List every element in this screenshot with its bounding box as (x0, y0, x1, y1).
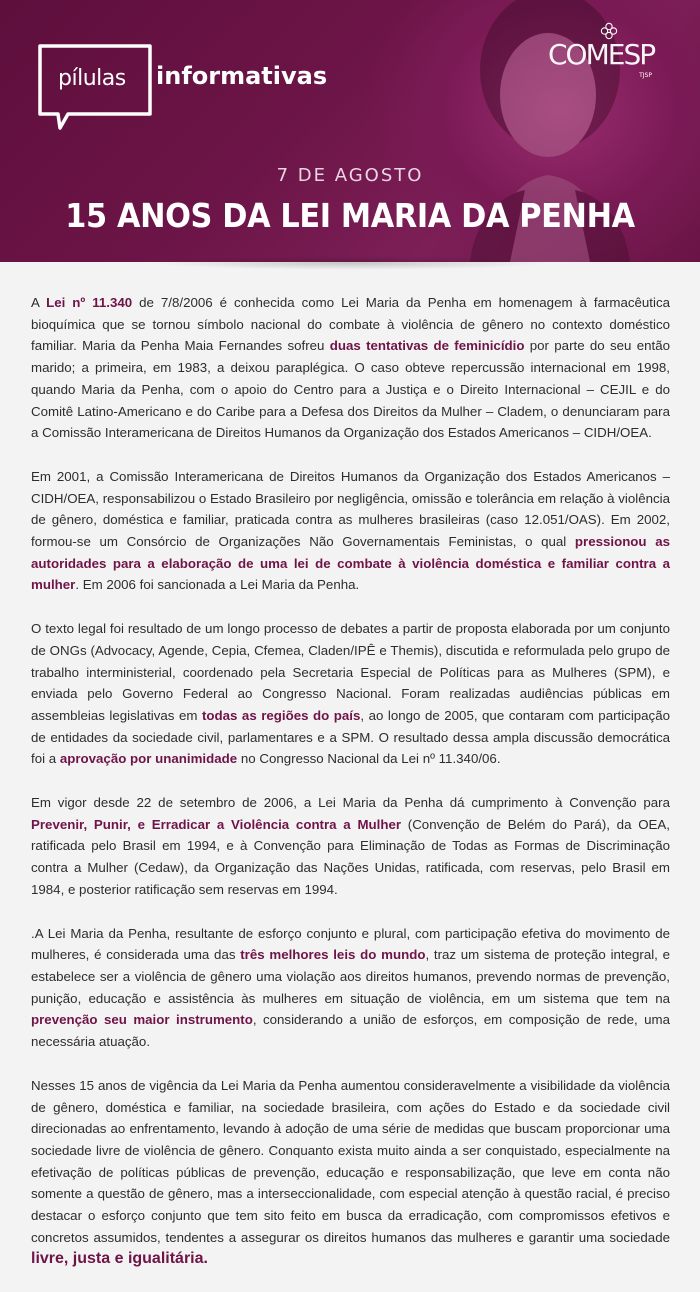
paragraph (31, 923, 670, 1053)
date-subtitle: 7 DE AGOSTO (276, 165, 424, 186)
highlight-text: Lei nº 11.340 (46, 295, 133, 310)
highlight-text: três melhores leis do mundo (240, 947, 426, 963)
logo-pilulas-text: pílulas (58, 66, 126, 91)
paragraph (31, 1075, 670, 1270)
paragraph (31, 618, 670, 770)
paragraph-text: .A Lei Maria da Penha, resultante de esforço conjunto e plural, com participação efetiva do movimento de mulheres, é considerada uma das (31, 925, 670, 963)
paragraph-text: Em vigor desde 22 de setembro de 2006, a Lei Maria da Penha dá cumprimento à Convenção para (31, 795, 670, 811)
paragraph-text: de 7/8/2006 é conhecida como Lei Maria da Penha em homenagem à farmacêutica bioquímica que se tornou símbolo nacional do combate à violência de gênero no contexto doméstico familiar. Maria da Penha Maia Fernandes sofreu (31, 295, 670, 354)
paragraph-text: , considerando a união de esforços, em composição de rede, uma necessária atuação. (31, 1012, 670, 1050)
paragraph-text: O texto legal foi resultado de um longo processo de debates a partir de proposta elaborada por um conjunto de ONGs (Advocacy, Agende, Cepia, Cfemea, Claden/IPÊ e Themis), discutida e reformulada pelo grupo de trabalho interministerial, coordenado pela Secretaria Especial de Políticas para as Mulheres (SPM), e enviada pelo Governo Federal ao Congresso Nacional. Foram realizadas audiências públicas em assembleias legislativas em (31, 621, 670, 723)
page-title: 15 ANOS DA LEI MARIA DA PENHA (65, 196, 635, 235)
paragraph-text: Em 2001, a Comissão Interamericana de Direitos Humanos da Organização dos Estados Americanos – CIDH/OEA, responsabilizou o Estado Brasileiro por negligência, omissão e tolerância em relação à violência de gênero, doméstica e familiar, praticada contra as mulheres brasileiras (caso 12.051/OAS). Em 2002, formou-se um Consórcio de Organizações Não Governamentais Feministas, o qual (31, 468, 670, 550)
logo-informativas-text: informativas (156, 62, 328, 90)
highlight-text: prevenção seu maior instrumento (31, 1012, 253, 1028)
comesp-brand-text: COMESP (548, 38, 655, 71)
highlight-text: Prevenir, Punir, e Erradicar a Violência contra a Mulher (31, 816, 402, 832)
paragraph-text: . Em 2006 foi sancionada a Lei Maria da Penha. (75, 577, 360, 593)
paragraph-text: por parte do seu então marido; a primeira, em 1983, a deixou paraplégica. O caso obteve repercussão internacional em 1998, quando Maria da Penha, com o apoio do Centro para a Justiça e o Direito Internacional – CEJIL e do Comitê Latino-Americano e do Caribe para a Defesa dos Direitos da Mulher – Cladem, o denunciaram para a Comissão Interamericana de Direitos Humanos da Organização dos Estados Americanos – CIDH/OEA. (31, 338, 670, 441)
paragraph-text: no Congresso Nacional da Lei nº 11.340/06. (237, 751, 501, 767)
paragraph-text: Nesses 15 anos de vigência da Lei Maria da Penha aumentou consideravelmente a visibilidade da violência de gênero, doméstica e familiar, na sociedade brasileira, com ações do Estado e da sociedade civil direcionadas ao enfrentamento, levando à adoção de uma série de medidas que buscam proporcionar uma sociedade livre de violência de gênero. Conquanto exista muito ainda a ser conquistado, especialmente na efetivação de políticas públicas de prevenção, educação e responsabilização, que leve em conta não somente a questão de gênero, mas a interseccionalidade, com especial atenção à questão racial, é preciso destacar o esforço conjunto que tem sito feito em busca da erradicação, com compromissos efetivos e concretos assumidos, tendentes a assegurar os direitos humanos das mulheres e garantir uma sociedade (31, 1077, 670, 1245)
header-shadow (150, 256, 550, 270)
paragraph-text: , ao longo de 2005, que contaram com participação de entidades da sociedade civil, parlamentares e a SPM. O resultado dessa ampla discussão democrática foi a (31, 707, 671, 767)
tjsp-text: TJSP (639, 72, 652, 79)
paragraph (31, 292, 670, 444)
article-body (31, 292, 670, 1292)
paragraph (31, 466, 670, 596)
highlight-text: aprovação por unanimidade (59, 751, 238, 767)
comesp-logo (542, 32, 672, 92)
paragraph-text: A (31, 295, 47, 310)
highlight-text: pressionou as autoridades para a elaboração de uma lei de combate à violência doméstica e familiar contra a mulher (31, 534, 670, 593)
highlight-text: livre, justa e igualitária. (31, 1250, 208, 1268)
paragraph-text: , traz um sistema de proteção integral, e estabelece ser a violência de gênero uma violação aos direitos humanos, prevendo normas de prevenção, punição, educação e assistência às mulheres em situação de violência, em um sistema que tem na (31, 947, 671, 1006)
highlight-text: todas as regiões do país (201, 707, 361, 723)
paragraph (31, 792, 670, 901)
paragraph-text: (Convenção de Belém do Pará), da OEA, ratificada pelo Brasil em 1994, e à Convenção para Eliminação de Todas as Formas de Discriminação contra a Mulher (Cedaw), da Organização das Nações Unidas, ratificada, com reservas, pelo Brasil em 1984, e posterior ratificação sem reservas em 1994. (31, 816, 670, 897)
header-banner (0, 0, 700, 262)
highlight-text: duas tentativas de feminicídio (329, 338, 525, 354)
